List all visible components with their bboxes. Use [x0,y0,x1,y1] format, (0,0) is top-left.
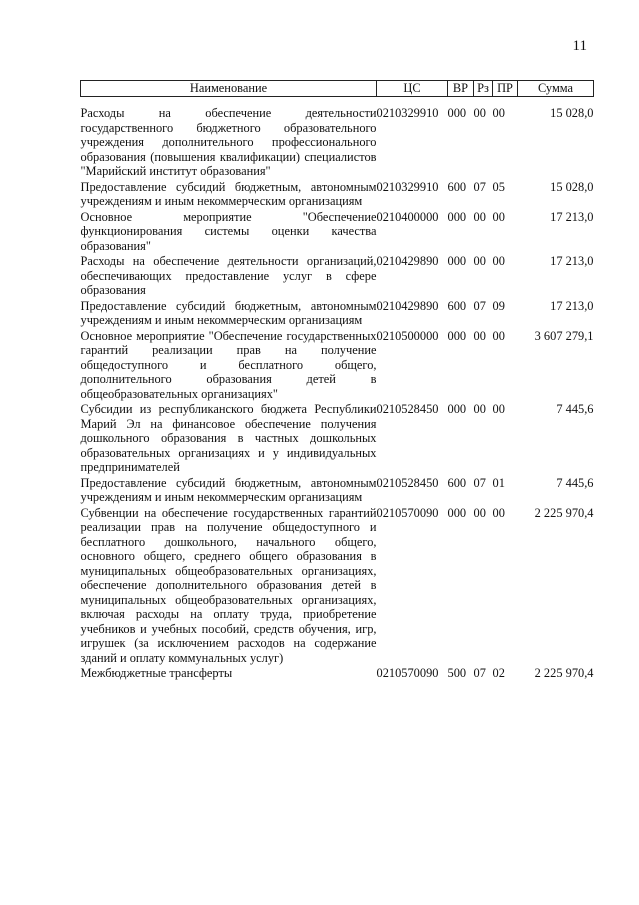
row-rz: 00 [473,402,486,416]
row-cs: 0210570090 [376,505,439,520]
row-cs: 0210528450 [376,402,439,416]
row-sum: 15 028,0 [550,179,594,194]
row-sum: 2 225 970,4 [534,666,594,680]
row-cs: 0210429890 [376,254,439,268]
page-number: 11 [572,38,587,54]
header-rz: Рз [474,81,493,97]
row-name: Основное мероприятие "Обеспечение функционирования системы оценки качества образования" [80,209,377,253]
row-name: Предоставление субсидий бюджетным, автономным учреждениям и иным некоммерческим организациям [80,298,377,327]
row-vr: 000 [447,209,467,224]
row-pr: 00 [492,505,505,520]
row-rz: 00 [473,328,486,343]
row-name: Основное мероприятие "Обеспечение государственных гарантий реализации прав на получение общедоступного и бесплатного общего, дополнительного образования детей в общеобразовательных организациях" [80,328,377,401]
row-sum: 17 213,0 [550,254,594,268]
row-cs: 0210528450 [376,475,439,490]
table-row [81,329,594,403]
table-row [81,180,594,210]
row-rz: 00 [473,505,486,520]
row-vr: 000 [447,106,467,120]
header-sum: Сумма [518,81,594,97]
row-name: Предоставление субсидий бюджетным, автономным учреждениям и иным некоммерческим организациям [80,179,377,208]
row-rz: 07 [473,179,486,194]
row-cs: 0210400000 [376,209,439,224]
header-vr: ВР [448,81,474,97]
row-name: Субсидии из республиканского бюджета Республики Марий Эл на финансовое обеспечение получения дошкольного образования в частных дошкольных образовательных организациях и у индивидуальных предпринимателей [80,402,377,474]
table-row [81,210,594,255]
row-name: Расходы на обеспечение деятельности государственного бюджетного образовательного учреждения дополнительного профессионального образования (повышения квалификации) специалистов "Марийский институт образования" [80,106,377,178]
row-sum: 17 213,0 [550,209,594,224]
header-cs: ЦС [377,81,448,97]
row-pr: 02 [492,666,505,680]
row-vr: 000 [447,328,467,343]
header-pr: ПР [493,81,518,97]
row-cs: 0210329910 [376,106,439,120]
table-row [81,299,594,329]
row-vr: 600 [447,298,467,313]
row-pr: 01 [492,475,505,490]
table-row [81,666,594,682]
row-sum: 17 213,0 [550,298,594,313]
row-name: Предоставление субсидий бюджетным, автономным учреждениям и иным некоммерческим организациям [80,475,377,504]
row-vr: 000 [447,402,467,416]
row-cs: 0210329910 [376,179,439,194]
row-vr: 600 [447,475,467,490]
row-rz: 00 [473,106,486,120]
row-pr: 00 [492,402,505,416]
header-name: Наименование [81,81,377,97]
row-name: Субвенции на обеспечение государственных гарантий реализации прав на получение общедоступного и бесплатного дошкольного, начального общего, основного общего, среднего общего образования в муниципальных общеобразовательных организациях, обеспечение дополнительного образования детей в муниципальных общеобразовательных организациях, включая расходы на оплату труда, приобретение учебников и учебных пособий, средств обучения, игр, игрушек (за исключением расходов на содержание зданий и оплату коммунальных услуг) [80,505,377,665]
row-cs: 0210570090 [376,666,439,680]
row-rz: 00 [473,254,486,268]
row-rz: 00 [473,209,486,224]
row-sum: 7 445,6 [556,402,594,416]
row-pr: 00 [492,254,505,268]
row-vr: 000 [447,505,467,520]
table-row [81,476,594,506]
row-rz: 07 [473,475,486,490]
row-pr: 00 [492,328,505,343]
row-vr: 000 [447,254,467,268]
row-pr: 00 [492,106,505,120]
row-sum: 7 445,6 [556,475,594,490]
row-rz: 07 [473,666,486,680]
table-row [81,402,594,476]
table-header-row [81,81,594,97]
budget-table [80,80,594,682]
row-cs: 0210429890 [376,298,439,313]
row-name: Расходы на обеспечение деятельности организаций, обеспечивающих предоставление услуг в сфере образования [80,254,377,297]
row-rz: 07 [473,298,486,313]
table-row [81,254,594,299]
table-row [81,506,594,667]
row-sum: 3 607 279,1 [534,328,594,343]
table-row [81,97,594,180]
row-vr: 600 [447,179,467,194]
row-pr: 00 [492,209,505,224]
row-name: Межбюджетные трансферты [80,666,233,680]
row-sum: 15 028,0 [550,106,594,120]
row-vr: 500 [447,666,467,680]
row-cs: 0210500000 [376,328,439,343]
row-pr: 05 [492,179,505,194]
row-pr: 09 [492,298,505,313]
row-sum: 2 225 970,4 [534,505,594,520]
